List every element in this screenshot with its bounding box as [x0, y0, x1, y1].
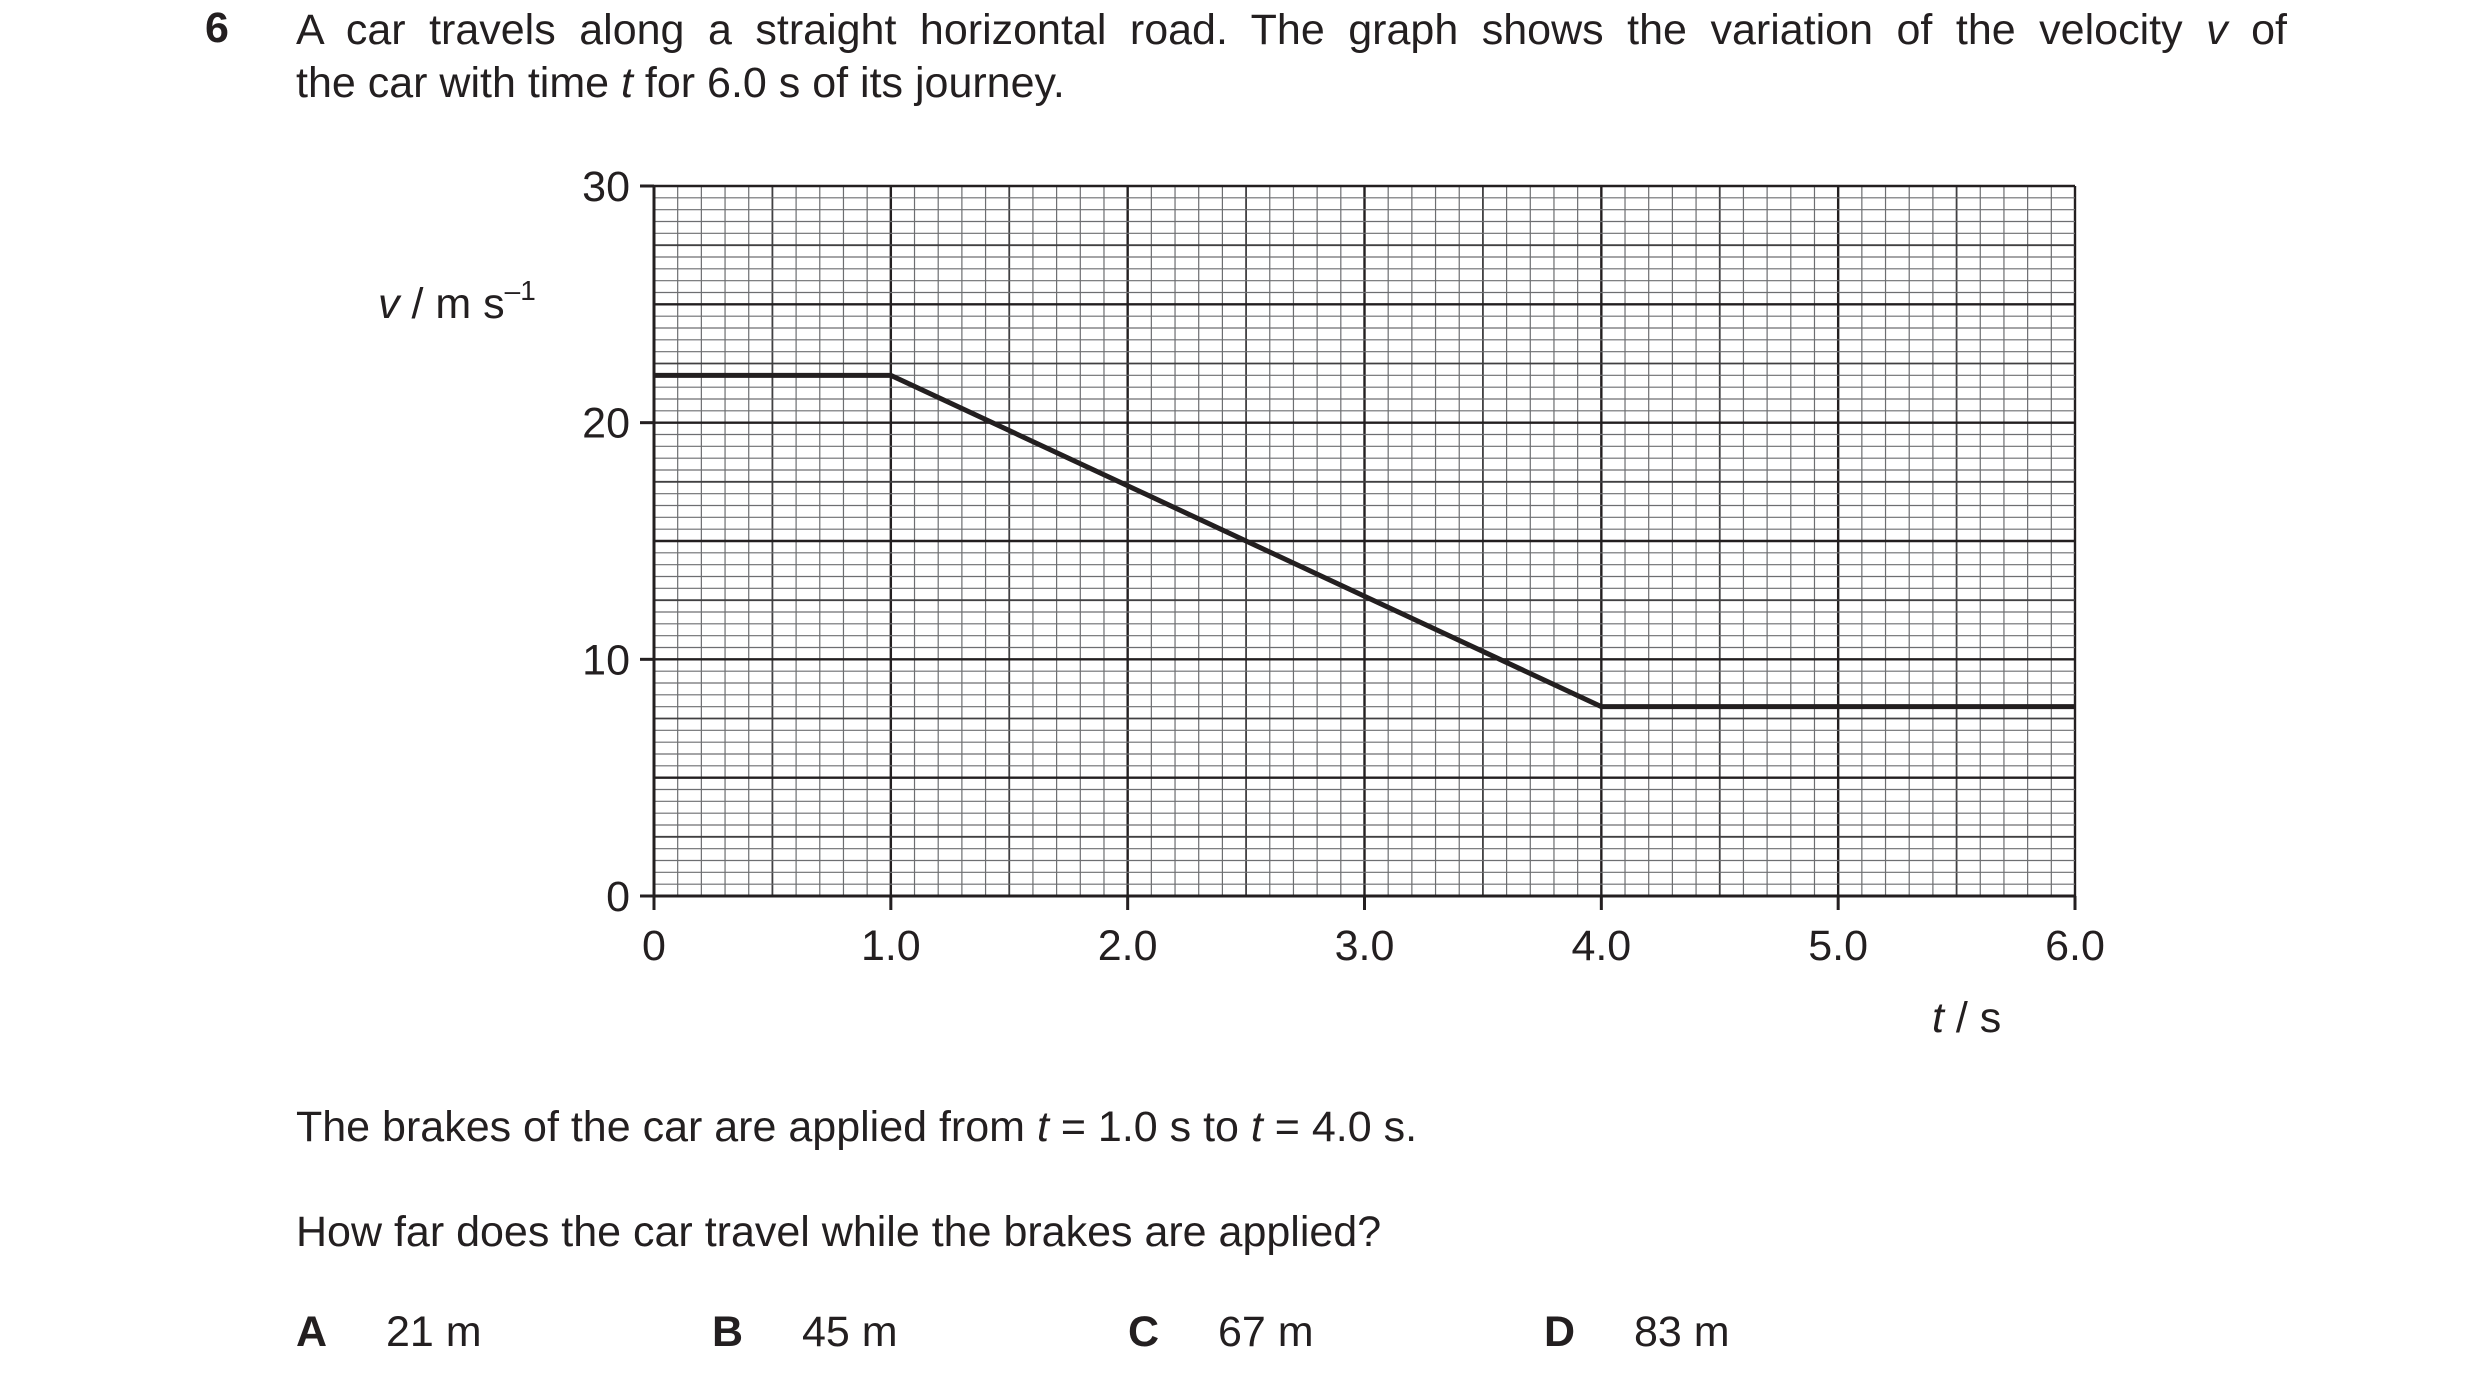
stem-line-1-b: of — [2251, 6, 2288, 54]
x-tick-label: 5.0 — [1808, 922, 1869, 970]
brakes-var-t1: t — [1036, 1103, 1049, 1151]
brakes-text-c: = 4.0 s. — [1274, 1103, 1418, 1151]
option-a-letter: A — [296, 1308, 328, 1356]
question-prompt: How far does the car travel while the brakes are applied? — [296, 1208, 1382, 1256]
option-a-value: 21 m — [386, 1308, 482, 1356]
y-tick-label: 10 — [582, 636, 630, 685]
option-b[interactable] — [712, 1308, 898, 1357]
stem-line-1-a: A car travels along a straight horizontal road. The graph shows the variation of the velocity — [296, 6, 2183, 54]
stem-line-2-b: for 6.0 s of its journey. — [644, 59, 1065, 107]
stem-var-v: v — [2206, 6, 2228, 54]
y-axis-label: v / m $s^{-1}$ — [378, 275, 536, 328]
x-axis-label: t / s — [1932, 994, 2002, 1042]
x-tick-label: 4.0 — [1571, 922, 1632, 970]
brakes-text — [296, 1103, 1417, 1152]
option-d[interactable] — [1544, 1308, 1730, 1357]
x-tick-label: 6.0 — [2045, 922, 2105, 970]
stem-line-2-a: the car with time — [296, 59, 610, 107]
question-number: 6 — [205, 4, 229, 52]
option-d-value: 83 m — [1634, 1308, 1730, 1356]
option-a[interactable] — [296, 1308, 482, 1357]
option-c-value: 67 m — [1218, 1308, 1314, 1356]
y-tick-label: 20 — [582, 399, 630, 448]
stem-var-t: t — [621, 59, 633, 107]
brakes-text-a: The brakes of the car are applied from — [296, 1103, 1025, 1151]
y-tick-label: 0 — [606, 873, 630, 921]
option-c[interactable] — [1128, 1308, 1314, 1357]
y-tick-label: 30 — [582, 163, 630, 211]
option-b-value: 45 m — [802, 1308, 898, 1356]
brakes-var-t2: t — [1250, 1103, 1263, 1151]
grid — [654, 186, 2075, 896]
x-tick-label: 3.0 — [1334, 922, 1395, 970]
brakes-text-b: = 1.0 s to — [1060, 1103, 1239, 1151]
option-b-letter: B — [712, 1308, 744, 1356]
option-d-letter: D — [1544, 1308, 1576, 1356]
x-tick-label: 2.0 — [1097, 922, 1158, 970]
option-c-letter: C — [1128, 1308, 1160, 1356]
x-tick-label: 1.0 — [860, 922, 921, 970]
x-tick-label: 0 — [642, 922, 666, 970]
